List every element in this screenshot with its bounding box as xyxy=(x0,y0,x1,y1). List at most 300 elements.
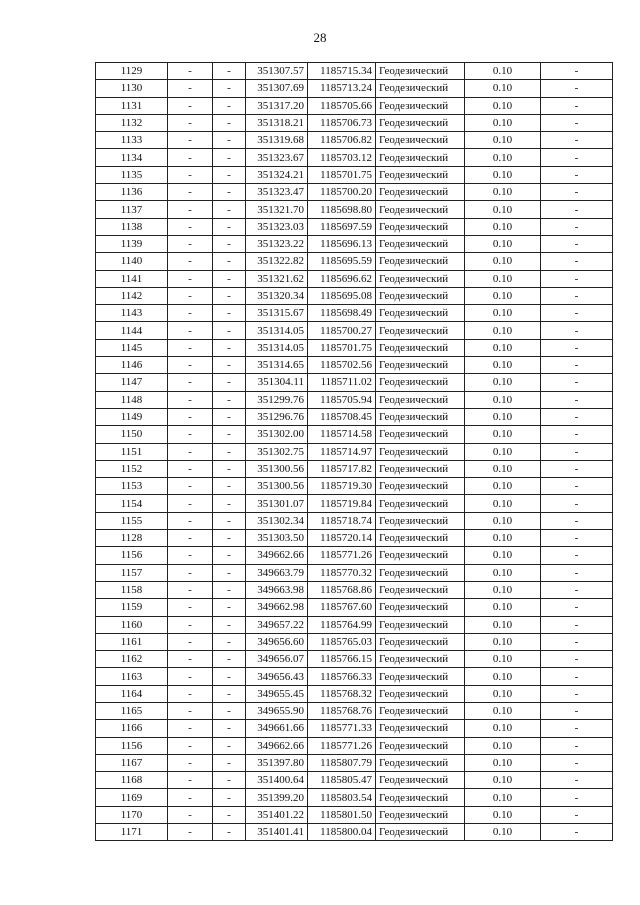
dash-cell: - xyxy=(541,702,613,719)
point-number-cell: 1132 xyxy=(96,114,168,131)
x-coordinate-cell: 351324.21 xyxy=(246,166,308,183)
dash-cell: - xyxy=(213,720,246,737)
x-coordinate-cell: 351314.05 xyxy=(246,339,308,356)
dash-cell: - xyxy=(541,132,613,149)
point-number-cell: 1163 xyxy=(96,668,168,685)
dash-cell: - xyxy=(213,651,246,668)
point-number-cell: 1140 xyxy=(96,253,168,270)
y-coordinate-cell: 1185706.82 xyxy=(308,132,376,149)
x-coordinate-cell: 349662.66 xyxy=(246,547,308,564)
accuracy-cell: 0.10 xyxy=(465,789,541,806)
x-coordinate-cell: 351323.67 xyxy=(246,149,308,166)
dash-cell: - xyxy=(541,114,613,131)
x-coordinate-cell: 351315.67 xyxy=(246,305,308,322)
accuracy-cell: 0.10 xyxy=(465,478,541,495)
point-number-cell: 1161 xyxy=(96,633,168,650)
table-row xyxy=(96,287,613,304)
dash-cell: - xyxy=(541,166,613,183)
dash-cell: - xyxy=(168,754,213,771)
dash-cell: - xyxy=(168,201,213,218)
dash-cell: - xyxy=(213,512,246,529)
method-cell: Геодезический xyxy=(376,149,465,166)
x-coordinate-cell: 351322.82 xyxy=(246,253,308,270)
dash-cell: - xyxy=(541,599,613,616)
method-cell: Геодезический xyxy=(376,426,465,443)
accuracy-cell: 0.10 xyxy=(465,408,541,425)
y-coordinate-cell: 1185701.75 xyxy=(308,339,376,356)
y-coordinate-cell: 1185714.58 xyxy=(308,426,376,443)
y-coordinate-cell: 1185703.12 xyxy=(308,149,376,166)
dash-cell: - xyxy=(541,530,613,547)
x-coordinate-cell: 349656.43 xyxy=(246,668,308,685)
point-number-cell: 1162 xyxy=(96,651,168,668)
dash-cell: - xyxy=(541,806,613,823)
point-number-cell: 1164 xyxy=(96,685,168,702)
dash-cell: - xyxy=(541,754,613,771)
table-row xyxy=(96,80,613,97)
point-number-cell: 1146 xyxy=(96,357,168,374)
method-cell: Геодезический xyxy=(376,357,465,374)
method-cell: Геодезический xyxy=(376,737,465,754)
method-cell: Геодезический xyxy=(376,322,465,339)
table-row xyxy=(96,443,613,460)
dash-cell: - xyxy=(213,772,246,789)
dash-cell: - xyxy=(168,166,213,183)
x-coordinate-cell: 351303.50 xyxy=(246,530,308,547)
accuracy-cell: 0.10 xyxy=(465,616,541,633)
dash-cell: - xyxy=(168,270,213,287)
dash-cell: - xyxy=(168,322,213,339)
dash-cell: - xyxy=(213,547,246,564)
dash-cell: - xyxy=(168,564,213,581)
dash-cell: - xyxy=(541,408,613,425)
x-coordinate-cell: 351301.07 xyxy=(246,495,308,512)
dash-cell: - xyxy=(168,426,213,443)
method-cell: Геодезический xyxy=(376,685,465,702)
dash-cell: - xyxy=(168,443,213,460)
point-number-cell: 1158 xyxy=(96,581,168,598)
dash-cell: - xyxy=(213,166,246,183)
method-cell: Геодезический xyxy=(376,166,465,183)
point-number-cell: 1141 xyxy=(96,270,168,287)
dash-cell: - xyxy=(213,737,246,754)
y-coordinate-cell: 1185719.84 xyxy=(308,495,376,512)
x-coordinate-cell: 349661.66 xyxy=(246,720,308,737)
table-row xyxy=(96,114,613,131)
dash-cell: - xyxy=(541,460,613,477)
accuracy-cell: 0.10 xyxy=(465,651,541,668)
dash-cell: - xyxy=(541,149,613,166)
dash-cell: - xyxy=(168,737,213,754)
y-coordinate-cell: 1185705.94 xyxy=(308,391,376,408)
accuracy-cell: 0.10 xyxy=(465,235,541,252)
method-cell: Геодезический xyxy=(376,702,465,719)
x-coordinate-cell: 349657.22 xyxy=(246,616,308,633)
y-coordinate-cell: 1185698.80 xyxy=(308,201,376,218)
y-coordinate-cell: 1185711.02 xyxy=(308,374,376,391)
dash-cell: - xyxy=(168,530,213,547)
table-row xyxy=(96,408,613,425)
dash-cell: - xyxy=(213,63,246,80)
dash-cell: - xyxy=(168,512,213,529)
dash-cell: - xyxy=(168,339,213,356)
dash-cell: - xyxy=(213,789,246,806)
x-coordinate-cell: 351320.34 xyxy=(246,287,308,304)
dash-cell: - xyxy=(541,633,613,650)
dash-cell: - xyxy=(168,478,213,495)
x-coordinate-cell: 351300.56 xyxy=(246,460,308,477)
table-row xyxy=(96,253,613,270)
x-coordinate-cell: 351399.20 xyxy=(246,789,308,806)
point-number-cell: 1144 xyxy=(96,322,168,339)
accuracy-cell: 0.10 xyxy=(465,702,541,719)
method-cell: Геодезический xyxy=(376,616,465,633)
y-coordinate-cell: 1185698.49 xyxy=(308,305,376,322)
table-row xyxy=(96,685,613,702)
table-row xyxy=(96,63,613,80)
dash-cell: - xyxy=(541,824,613,841)
point-number-cell: 1129 xyxy=(96,63,168,80)
accuracy-cell: 0.10 xyxy=(465,426,541,443)
method-cell: Геодезический xyxy=(376,806,465,823)
method-cell: Геодезический xyxy=(376,114,465,131)
y-coordinate-cell: 1185708.45 xyxy=(308,408,376,425)
table-row xyxy=(96,616,613,633)
dash-cell: - xyxy=(168,824,213,841)
table-row xyxy=(96,357,613,374)
point-number-cell: 1135 xyxy=(96,166,168,183)
method-cell: Геодезический xyxy=(376,287,465,304)
accuracy-cell: 0.10 xyxy=(465,184,541,201)
point-number-cell: 1136 xyxy=(96,184,168,201)
method-cell: Геодезический xyxy=(376,97,465,114)
x-coordinate-cell: 351314.05 xyxy=(246,322,308,339)
method-cell: Геодезический xyxy=(376,547,465,564)
x-coordinate-cell: 351321.62 xyxy=(246,270,308,287)
table-row xyxy=(96,460,613,477)
accuracy-cell: 0.10 xyxy=(465,564,541,581)
x-coordinate-cell: 349662.98 xyxy=(246,599,308,616)
dash-cell: - xyxy=(213,564,246,581)
dash-cell: - xyxy=(541,374,613,391)
dash-cell: - xyxy=(168,235,213,252)
accuracy-cell: 0.10 xyxy=(465,80,541,97)
dash-cell: - xyxy=(541,218,613,235)
dash-cell: - xyxy=(541,63,613,80)
method-cell: Геодезический xyxy=(376,253,465,270)
accuracy-cell: 0.10 xyxy=(465,824,541,841)
dash-cell: - xyxy=(168,651,213,668)
x-coordinate-cell: 351401.22 xyxy=(246,806,308,823)
y-coordinate-cell: 1185700.20 xyxy=(308,184,376,201)
method-cell: Геодезический xyxy=(376,478,465,495)
x-coordinate-cell: 351400.64 xyxy=(246,772,308,789)
point-number-cell: 1159 xyxy=(96,599,168,616)
accuracy-cell: 0.10 xyxy=(465,357,541,374)
accuracy-cell: 0.10 xyxy=(465,218,541,235)
y-coordinate-cell: 1185702.56 xyxy=(308,357,376,374)
dash-cell: - xyxy=(213,132,246,149)
method-cell: Геодезический xyxy=(376,564,465,581)
table-row xyxy=(96,512,613,529)
table-row xyxy=(96,530,613,547)
y-coordinate-cell: 1185767.60 xyxy=(308,599,376,616)
point-number-cell: 1167 xyxy=(96,754,168,771)
x-coordinate-cell: 351397.80 xyxy=(246,754,308,771)
dash-cell: - xyxy=(213,339,246,356)
dash-cell: - xyxy=(168,184,213,201)
table-row xyxy=(96,339,613,356)
table-row xyxy=(96,495,613,512)
x-coordinate-cell: 351323.22 xyxy=(246,235,308,252)
table-row xyxy=(96,754,613,771)
accuracy-cell: 0.10 xyxy=(465,287,541,304)
point-number-cell: 1154 xyxy=(96,495,168,512)
method-cell: Геодезический xyxy=(376,460,465,477)
dash-cell: - xyxy=(541,80,613,97)
y-coordinate-cell: 1185766.33 xyxy=(308,668,376,685)
dash-cell: - xyxy=(168,408,213,425)
table-row xyxy=(96,547,613,564)
point-number-cell: 1149 xyxy=(96,408,168,425)
dash-cell: - xyxy=(168,702,213,719)
point-number-cell: 1160 xyxy=(96,616,168,633)
y-coordinate-cell: 1185705.66 xyxy=(308,97,376,114)
point-number-cell: 1165 xyxy=(96,702,168,719)
dash-cell: - xyxy=(213,80,246,97)
dash-cell: - xyxy=(168,287,213,304)
dash-cell: - xyxy=(541,391,613,408)
dash-cell: - xyxy=(168,685,213,702)
method-cell: Геодезический xyxy=(376,495,465,512)
y-coordinate-cell: 1185720.14 xyxy=(308,530,376,547)
dash-cell: - xyxy=(168,495,213,512)
y-coordinate-cell: 1185714.97 xyxy=(308,443,376,460)
dash-cell: - xyxy=(213,478,246,495)
method-cell: Геодезический xyxy=(376,512,465,529)
dash-cell: - xyxy=(213,235,246,252)
accuracy-cell: 0.10 xyxy=(465,97,541,114)
accuracy-cell: 0.10 xyxy=(465,63,541,80)
table-row xyxy=(96,824,613,841)
x-coordinate-cell: 351318.21 xyxy=(246,114,308,131)
dash-cell: - xyxy=(213,374,246,391)
accuracy-cell: 0.10 xyxy=(465,253,541,270)
point-number-cell: 1169 xyxy=(96,789,168,806)
y-coordinate-cell: 1185765.03 xyxy=(308,633,376,650)
y-coordinate-cell: 1185701.75 xyxy=(308,166,376,183)
dash-cell: - xyxy=(213,408,246,425)
dash-cell: - xyxy=(541,305,613,322)
x-coordinate-cell: 351323.47 xyxy=(246,184,308,201)
method-cell: Геодезический xyxy=(376,374,465,391)
dash-cell: - xyxy=(541,270,613,287)
point-number-cell: 1151 xyxy=(96,443,168,460)
y-coordinate-cell: 1185715.34 xyxy=(308,63,376,80)
point-number-cell: 1170 xyxy=(96,806,168,823)
x-coordinate-cell: 349655.90 xyxy=(246,702,308,719)
x-coordinate-cell: 351302.75 xyxy=(246,443,308,460)
x-coordinate-cell: 351300.56 xyxy=(246,478,308,495)
dash-cell: - xyxy=(213,97,246,114)
point-number-cell: 1134 xyxy=(96,149,168,166)
dash-cell: - xyxy=(213,218,246,235)
y-coordinate-cell: 1185768.86 xyxy=(308,581,376,598)
x-coordinate-cell: 351307.57 xyxy=(246,63,308,80)
dash-cell: - xyxy=(168,633,213,650)
dash-cell: - xyxy=(541,443,613,460)
y-coordinate-cell: 1185768.32 xyxy=(308,685,376,702)
y-coordinate-cell: 1185706.73 xyxy=(308,114,376,131)
dash-cell: - xyxy=(168,97,213,114)
method-cell: Геодезический xyxy=(376,789,465,806)
table-row xyxy=(96,599,613,616)
accuracy-cell: 0.10 xyxy=(465,754,541,771)
table-row xyxy=(96,737,613,754)
table-row xyxy=(96,633,613,650)
x-coordinate-cell: 351296.76 xyxy=(246,408,308,425)
point-number-cell: 1171 xyxy=(96,824,168,841)
table-row xyxy=(96,789,613,806)
table-row xyxy=(96,305,613,322)
y-coordinate-cell: 1185697.59 xyxy=(308,218,376,235)
table-row xyxy=(96,702,613,719)
dash-cell: - xyxy=(541,201,613,218)
page-number: 28 xyxy=(313,30,327,45)
accuracy-cell: 0.10 xyxy=(465,685,541,702)
method-cell: Геодезический xyxy=(376,599,465,616)
dash-cell: - xyxy=(168,114,213,131)
dash-cell: - xyxy=(168,374,213,391)
dash-cell: - xyxy=(213,443,246,460)
dash-cell: - xyxy=(541,772,613,789)
point-number-cell: 1156 xyxy=(96,737,168,754)
dash-cell: - xyxy=(168,599,213,616)
dash-cell: - xyxy=(213,824,246,841)
dash-cell: - xyxy=(213,495,246,512)
dash-cell: - xyxy=(213,201,246,218)
dash-cell: - xyxy=(168,253,213,270)
table-row xyxy=(96,426,613,443)
method-cell: Геодезический xyxy=(376,633,465,650)
dash-cell: - xyxy=(213,754,246,771)
point-number-cell: 1155 xyxy=(96,512,168,529)
dash-cell: - xyxy=(541,564,613,581)
method-cell: Геодезический xyxy=(376,581,465,598)
dash-cell: - xyxy=(541,322,613,339)
point-number-cell: 1147 xyxy=(96,374,168,391)
y-coordinate-cell: 1185718.74 xyxy=(308,512,376,529)
accuracy-cell: 0.10 xyxy=(465,270,541,287)
method-cell: Геодезический xyxy=(376,408,465,425)
table-body xyxy=(96,63,613,841)
dash-cell: - xyxy=(213,460,246,477)
y-coordinate-cell: 1185771.26 xyxy=(308,737,376,754)
accuracy-cell: 0.10 xyxy=(465,720,541,737)
x-coordinate-cell: 351319.68 xyxy=(246,132,308,149)
table-row xyxy=(96,149,613,166)
accuracy-cell: 0.10 xyxy=(465,391,541,408)
table-row xyxy=(96,651,613,668)
x-coordinate-cell: 349663.79 xyxy=(246,564,308,581)
y-coordinate-cell: 1185696.13 xyxy=(308,235,376,252)
method-cell: Геодезический xyxy=(376,530,465,547)
method-cell: Геодезический xyxy=(376,305,465,322)
y-coordinate-cell: 1185717.82 xyxy=(308,460,376,477)
table-row xyxy=(96,166,613,183)
x-coordinate-cell: 351304.11 xyxy=(246,374,308,391)
dash-cell: - xyxy=(213,270,246,287)
y-coordinate-cell: 1185770.32 xyxy=(308,564,376,581)
dash-cell: - xyxy=(541,184,613,201)
dash-cell: - xyxy=(168,547,213,564)
y-coordinate-cell: 1185805.47 xyxy=(308,772,376,789)
point-number-cell: 1138 xyxy=(96,218,168,235)
method-cell: Геодезический xyxy=(376,270,465,287)
dash-cell: - xyxy=(541,616,613,633)
dash-cell: - xyxy=(168,149,213,166)
accuracy-cell: 0.10 xyxy=(465,166,541,183)
y-coordinate-cell: 1185807.79 xyxy=(308,754,376,771)
accuracy-cell: 0.10 xyxy=(465,737,541,754)
accuracy-cell: 0.10 xyxy=(465,547,541,564)
table-row xyxy=(96,97,613,114)
dash-cell: - xyxy=(213,702,246,719)
dash-cell: - xyxy=(541,737,613,754)
point-number-cell: 1128 xyxy=(96,530,168,547)
y-coordinate-cell: 1185695.08 xyxy=(308,287,376,304)
table-row xyxy=(96,322,613,339)
dash-cell: - xyxy=(168,581,213,598)
method-cell: Геодезический xyxy=(376,184,465,201)
dash-cell: - xyxy=(213,530,246,547)
accuracy-cell: 0.10 xyxy=(465,201,541,218)
point-number-cell: 1143 xyxy=(96,305,168,322)
y-coordinate-cell: 1185771.26 xyxy=(308,547,376,564)
dash-cell: - xyxy=(213,668,246,685)
x-coordinate-cell: 351321.70 xyxy=(246,201,308,218)
dash-cell: - xyxy=(541,235,613,252)
dash-cell: - xyxy=(541,357,613,374)
dash-cell: - xyxy=(541,720,613,737)
table-row xyxy=(96,201,613,218)
x-coordinate-cell: 351302.34 xyxy=(246,512,308,529)
dash-cell: - xyxy=(213,426,246,443)
x-coordinate-cell: 351317.20 xyxy=(246,97,308,114)
dash-cell: - xyxy=(168,132,213,149)
method-cell: Геодезический xyxy=(376,63,465,80)
point-number-cell: 1166 xyxy=(96,720,168,737)
method-cell: Геодезический xyxy=(376,651,465,668)
x-coordinate-cell: 349656.60 xyxy=(246,633,308,650)
accuracy-cell: 0.10 xyxy=(465,581,541,598)
dash-cell: - xyxy=(213,633,246,650)
y-coordinate-cell: 1185768.76 xyxy=(308,702,376,719)
x-coordinate-cell: 349663.98 xyxy=(246,581,308,598)
dash-cell: - xyxy=(541,512,613,529)
y-coordinate-cell: 1185695.59 xyxy=(308,253,376,270)
accuracy-cell: 0.10 xyxy=(465,339,541,356)
point-number-cell: 1148 xyxy=(96,391,168,408)
dash-cell: - xyxy=(541,97,613,114)
dash-cell: - xyxy=(541,339,613,356)
point-number-cell: 1168 xyxy=(96,772,168,789)
y-coordinate-cell: 1185719.30 xyxy=(308,478,376,495)
x-coordinate-cell: 349655.45 xyxy=(246,685,308,702)
accuracy-cell: 0.10 xyxy=(465,460,541,477)
dash-cell: - xyxy=(168,63,213,80)
point-number-cell: 1137 xyxy=(96,201,168,218)
